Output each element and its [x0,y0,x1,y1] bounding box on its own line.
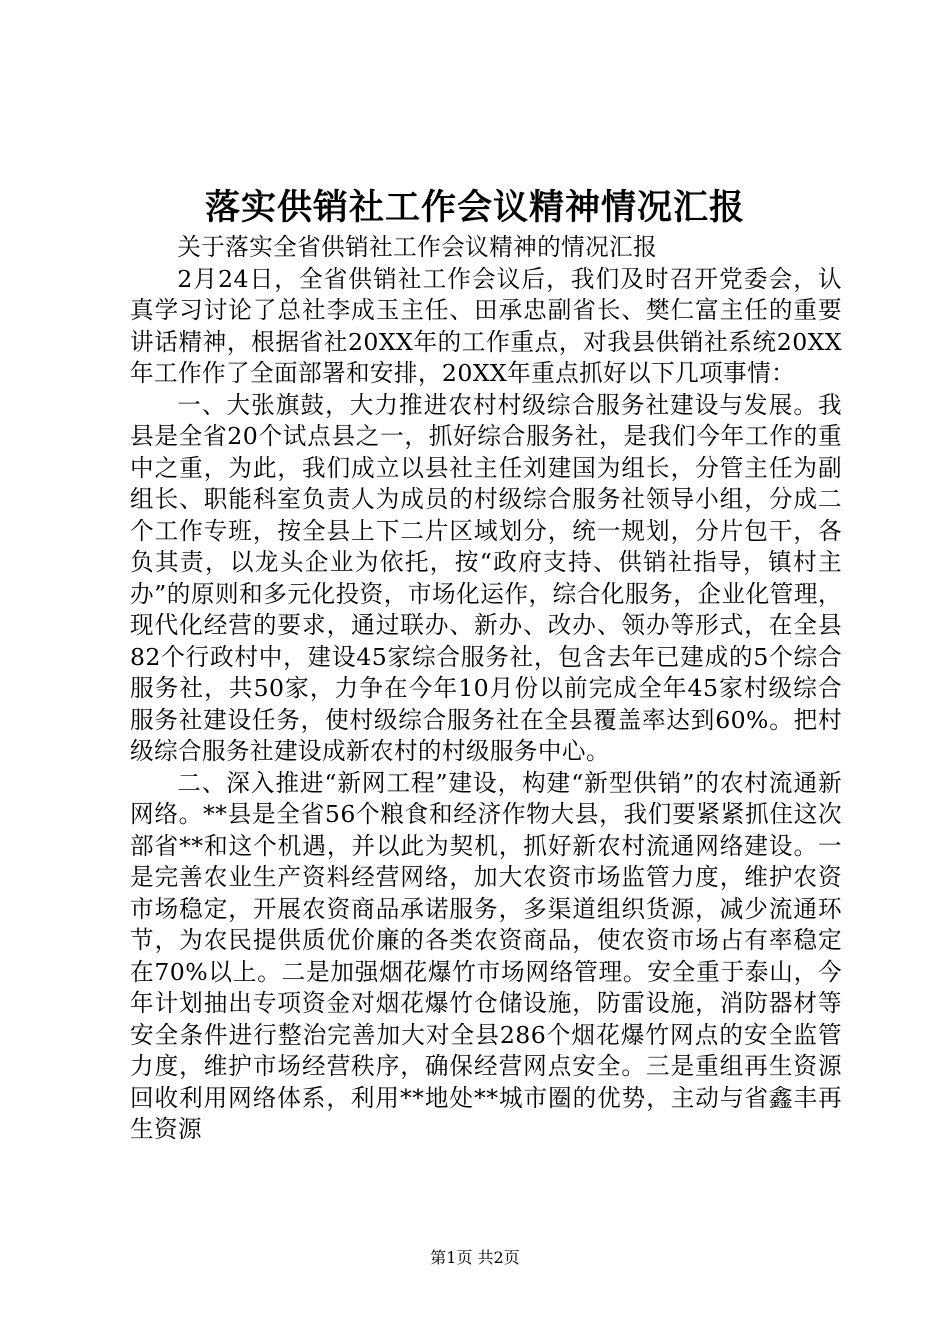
paragraph-intro: 2月24日，全省供销社工作会议后，我们及时召开党委会，认真学习讨论了总社李成玉主任、田承忠副省长、樊仁富主任的重要讲话精神，根据省社20XX年的工作重点，对我县供销社系统20XX年工作作了全面部署和安排，20XX年重点抓好以下几项事情： [130,264,842,387]
document-title: 落实供销社工作会议精神情况汇报 [204,187,745,228]
paragraph-subtitle: 关于落实全省供销社工作会议精神的情况汇报 [177,233,658,261]
page-footer: 第1页 共2页 [430,1248,520,1267]
paragraph-section-1: 一、大张旗鼓，大力推进农村村级综合服务社建设与发展。我县是全省20个试点县之一，抓好综合服务社，是我们今年工作的重中之重，为此，我们成立以县社主任刘建国为组长，分管主任为副组长、职能科室负责人为成员的村级综合服务社领导小组，分成二个工作专班，按全县上下二片区域划分，统一规划，分片包干，各负其责，以龙头企业为依托，按“政府支持、供销社指导，镇村主办”的原则和多元化投资，市场化运作，综合化服务，企业化管理，现代化经营的要求，通过联办、新办、改办、领办等形式，在全县82个行政村中，建设45家综合服务社，包含去年已建成的5个综合服务社，共50家，力争在今年10月份以前完成全年45家村级综合服务社建设任务，使村级综合服务社在全县覆盖率达到60%。把村级综合服务社建设成新农村的村级服务中心。 [130,390,842,765]
paragraph-section-2: 二、深入推进“新网工程”建设，构建“新型供销”的农村流通新网络。**县是全省56个粮食和经济作物大县，我们要紧紧抓住这次部省**和这个机遇，并以此为契机，抓好新农村流通网络建设。一是完善农业生产资料经营网络，加大农资市场监管力度，维护农资市场稳定，开展农资商品承诺服务，多渠道组织货源，减少流通环节，为农民提供质优价廉的各类农资商品，使农资市场占有率稳定在70%以上。二是加强烟花爆竹市场网络管理。安全重于泰山，今年计划抽出专项资金对烟花爆竹仓储设施，防雷设施，消防器材等安全条件进行整治完善加大对全县286个烟花爆竹网点的安全监管力度，维护市场经营秩序，确保经营网点安全。三是重组再生资源回收利用网络体系，利用**地处**城市圈的优势，主动与省鑫丰再生资源 [130,768,842,1143]
document-body [130,232,842,1146]
